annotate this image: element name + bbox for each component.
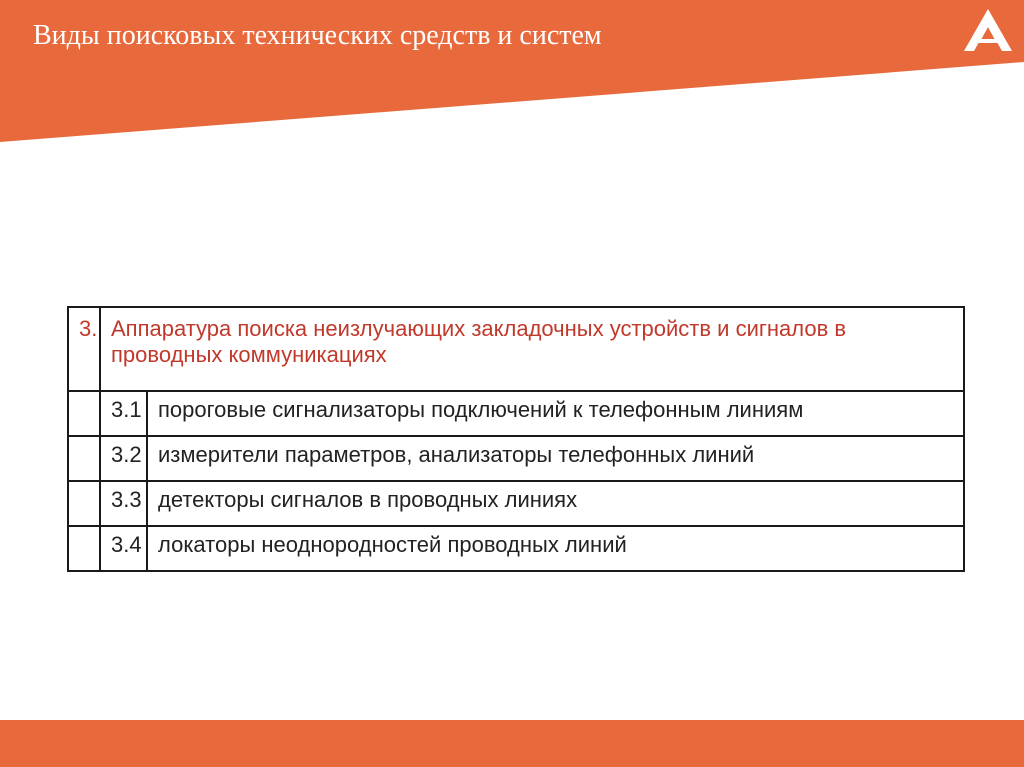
section-title: Аппаратура поиска неизлучающих закладочных устройств и сигналов в проводных коммуникациях <box>100 307 964 391</box>
table-row <box>68 481 964 526</box>
empty-cell <box>68 391 100 436</box>
item-text: локаторы неоднородностей проводных линий <box>147 526 964 571</box>
item-number: 3.4 <box>100 526 147 571</box>
empty-cell <box>68 436 100 481</box>
item-text: измерители параметров, анализаторы телефонных линий <box>147 436 964 481</box>
item-text: детекторы сигналов в проводных линиях <box>147 481 964 526</box>
footer-band <box>0 720 1024 767</box>
item-text: пороговые сигнализаторы подключений к телефонным линиям <box>147 391 964 436</box>
section-row <box>68 307 964 391</box>
letter-a-logo-icon <box>962 7 1014 53</box>
slide-title: Виды поисковых технических средств и систем <box>33 20 602 51</box>
item-number: 3.3 <box>100 481 147 526</box>
section-number: 3. <box>68 307 100 391</box>
table-row <box>68 436 964 481</box>
empty-cell <box>68 481 100 526</box>
table-row <box>68 391 964 436</box>
equipment-table <box>67 306 965 572</box>
item-number: 3.1 <box>100 391 147 436</box>
empty-cell <box>68 526 100 571</box>
table-row <box>68 526 964 571</box>
item-number: 3.2 <box>100 436 147 481</box>
